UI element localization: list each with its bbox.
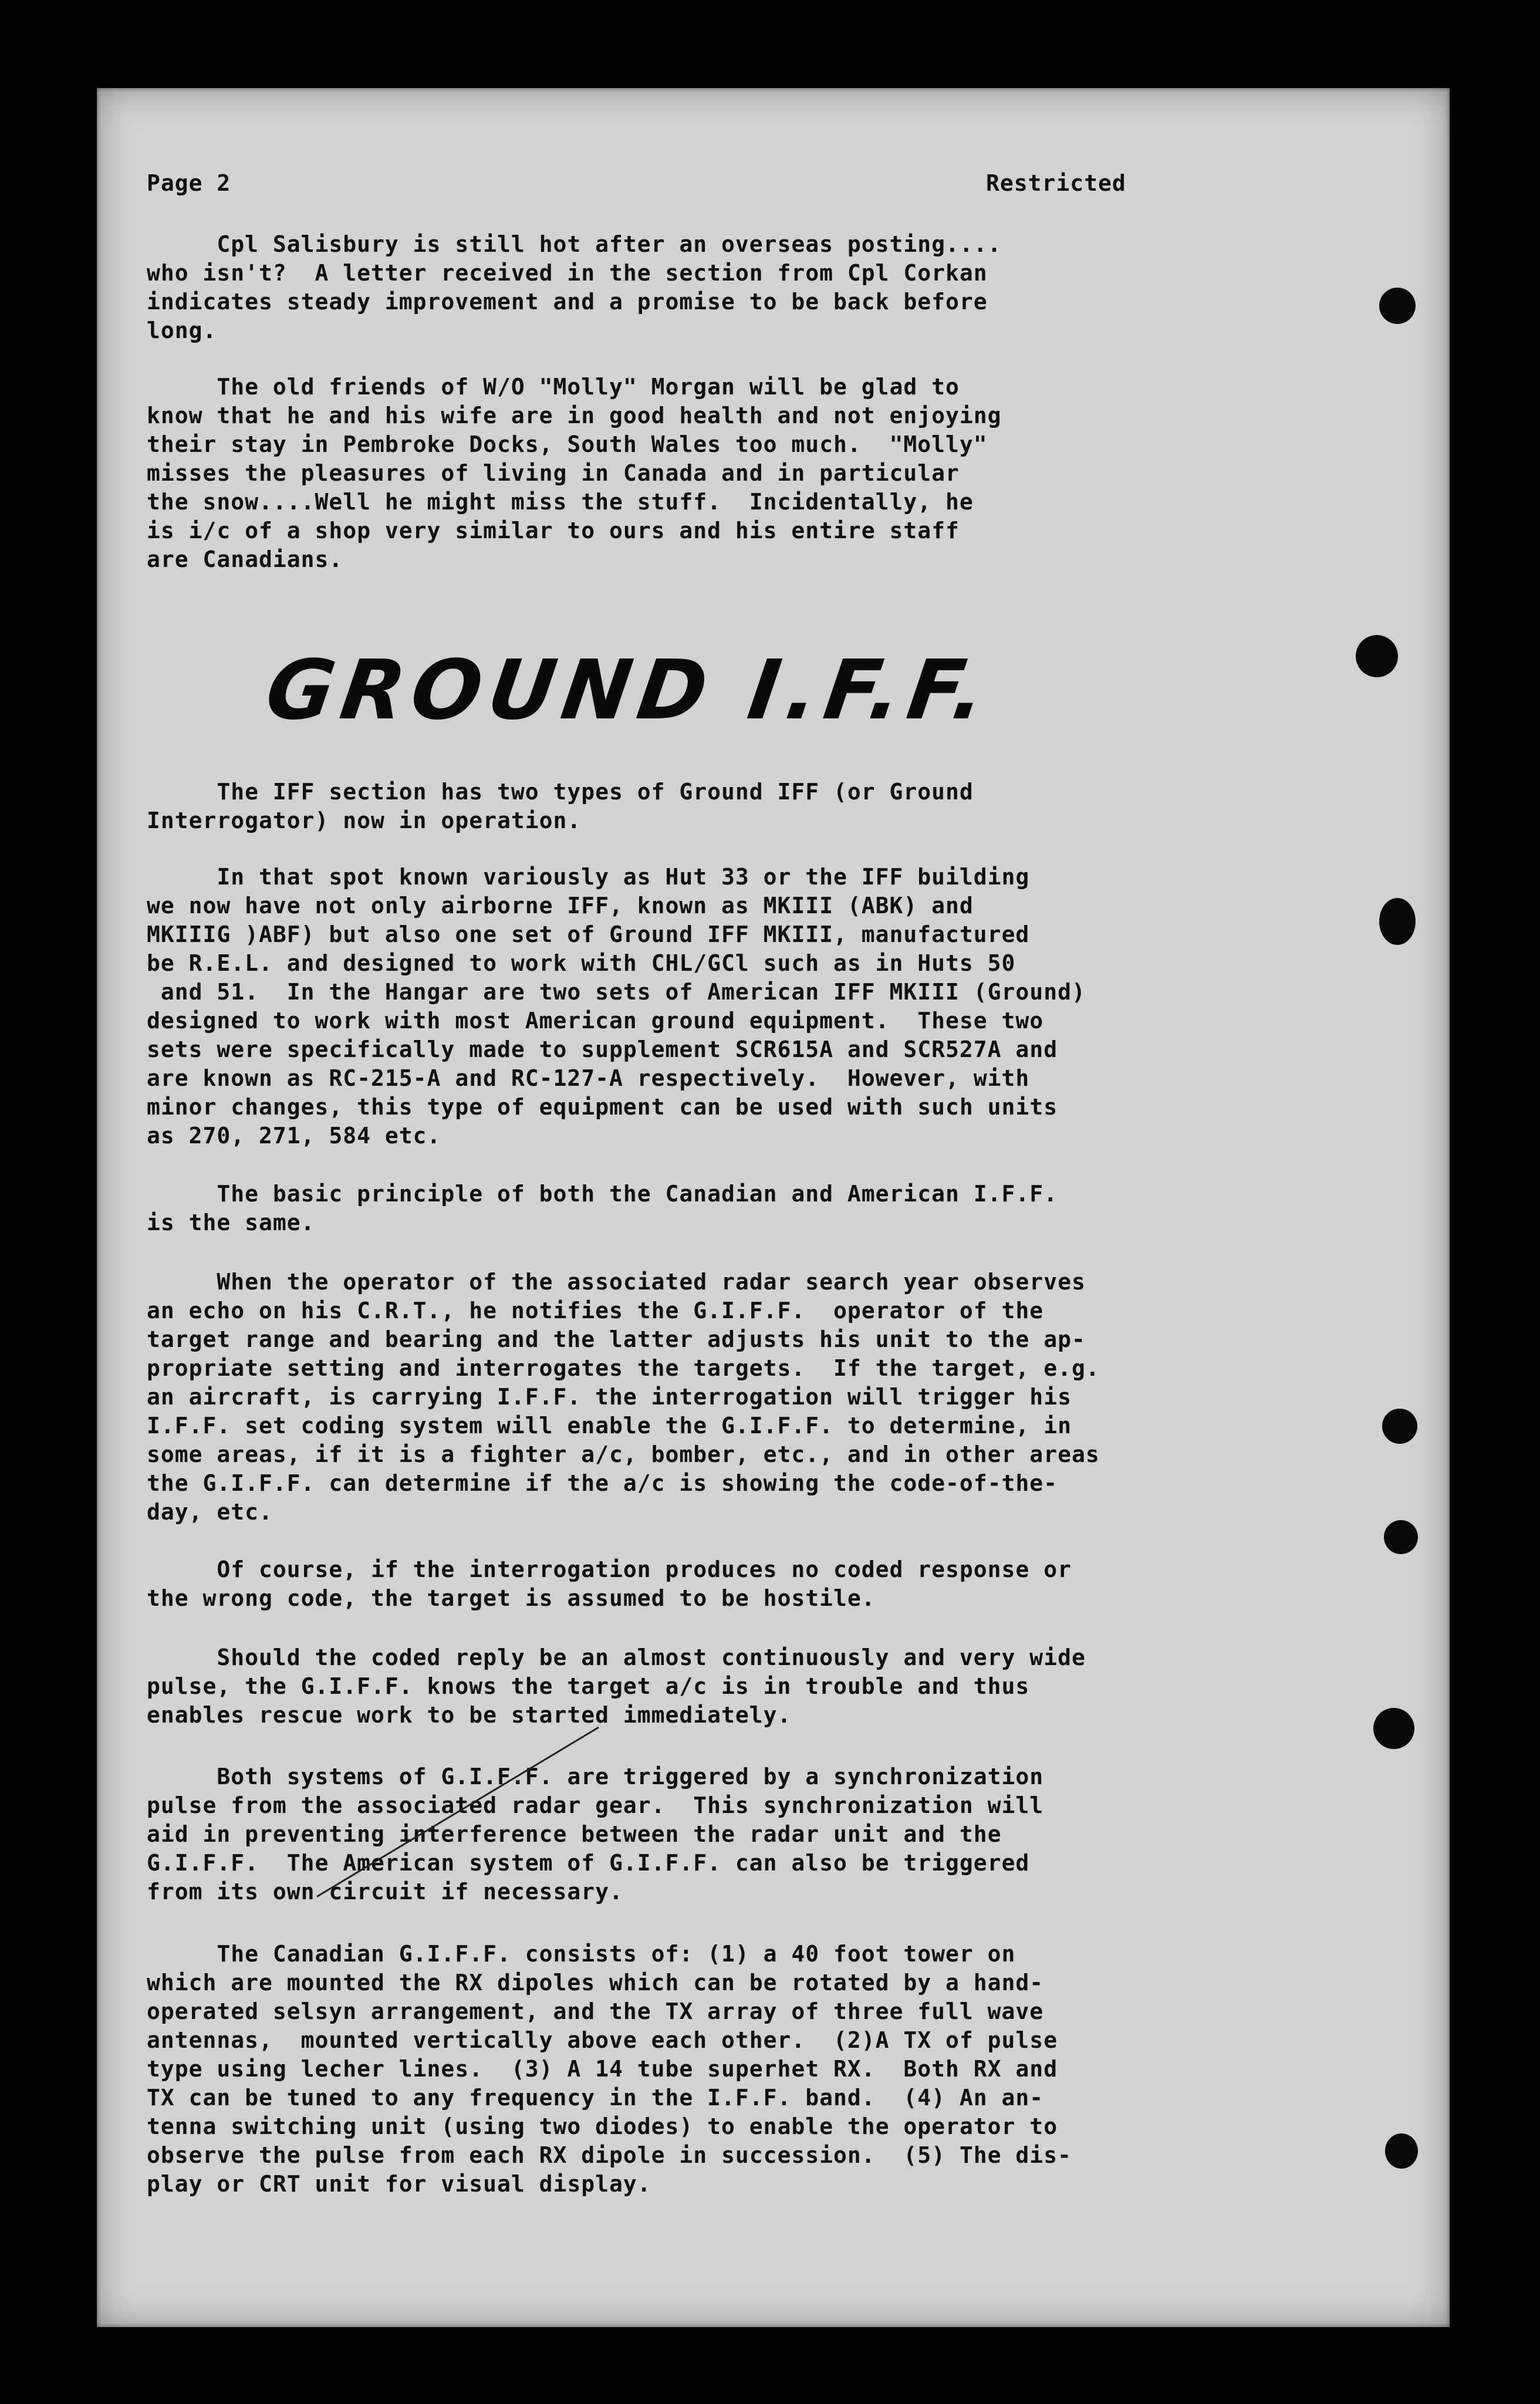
paragraph-basic-principle: The basic principle of both the Canadian and American I.F.F. is the same. (147, 1181, 1058, 1235)
paragraph-canadian-giff: The Canadian G.I.F.F. consists of: (1) a 40 foot tower on which are mounted the RX dipoles which can be rotated by a hand- operated selsyn arrangement, and the TX array of three full wave antennas, mounted vertically above each other. (2)A TX of pulse type using lecher lines. (3) A 14 tube superhet RX. Both RX and TX can be tuned to any frequency in the I.F.F. band. (4) An an- tenna switching unit (using two diodes) to enable the operator to observe the pulse from each RX dipole in succession. (5) The dis- play or CRT unit for visual display. (147, 1941, 1072, 2197)
section-heading: GROUND I.F.F. (260, 643, 999, 738)
paragraph-salisbury: Cpl Salisbury is still hot after an overseas posting.... who isn't? A letter received in the section from Cpl Corkan indicates steady improvement and a promise to be back before long. (147, 231, 1002, 343)
paragraph-morgan: The old friends of W/O "Molly" Morgan will be glad to know that he and his wife are in good health and not enjoying their stay in Pembroke Docks, South Wales too much. "Molly" misses the pleasures of living in Canada and in particular the snow....Well he might miss the stuff. Incidentally, he is i/c of a shop very similar to ours and his entire staff are Canadians. (147, 374, 1002, 572)
paragraph-rescue: Should the coded reply be an almost continuously and very wide pulse, the G.I.F.F. knows the target a/c is in trouble and thus enables rescue work to be started immediately. (147, 1645, 1086, 1728)
paragraph-hut-33: In that spot known variously as Hut 33 or the IFF building we now have not only airborne IFF, known as MKIII (ABK) and MKIIIG )ABF) but also one set of Ground IFF MKIII, manufactured be R.E.L. and designed to work with CHL/GCl such as in Huts 50 and 51. In the Hangar are two sets of American IFF MKIII (Ground) designed to work with most American ground equipment. These two sets were specifically made to supplement SCR615A and SCR527A and are known as RC-215-A and RC-127-A respectively. However, with minor changes, this type of equipment can be used with such units as 270, 271, 584 etc. (147, 864, 1086, 1149)
punch-hole (1385, 2133, 1418, 2169)
page-number: Page 2 (147, 170, 231, 196)
classification-label: Restricted (986, 170, 1126, 196)
paragraph-iff-types: The IFF section has two types of Ground IFF (or Ground Interrogator) now in operation. (147, 779, 974, 833)
punch-hole (1384, 1520, 1418, 1554)
paragraph-hostile: Of course, if the interrogation produces no coded response or the wrong code, the target is assumed to be hostile. (147, 1556, 1072, 1611)
punch-hole (1379, 898, 1416, 945)
paragraph-operator: When the operator of the associated radar search year observes an echo on his C.R.T., he notifies the G.I.F.F. operator of the target range and bearing and the latter adjusts his unit to the ap- propriate setting and interrogates the targets. If the target, e.g. an aircraft, is carrying I.F.F. the interrogation will trigger his I.F.F. set coding system will enable the G.I.F.F. to determine, in some areas, if it is a fighter a/c, bomber, etc., and in other areas the G.I.F.F. can determine if the a/c is showing the code-of-the- day, etc. (147, 1269, 1100, 1525)
punch-hole (1382, 1409, 1417, 1444)
punch-hole (1379, 288, 1416, 324)
punch-hole (1356, 635, 1398, 677)
punch-hole (1373, 1708, 1414, 1749)
paragraph-synchronization: Both systems of G.I.F.F. are triggered by a synchronization pulse from the associated radar gear. This synchronization will aid in preventing interference between the radar unit and the G.I.F.F. The American system of G.I.F.F. can also be triggered from its own circuit if necessary. (147, 1764, 1044, 1905)
